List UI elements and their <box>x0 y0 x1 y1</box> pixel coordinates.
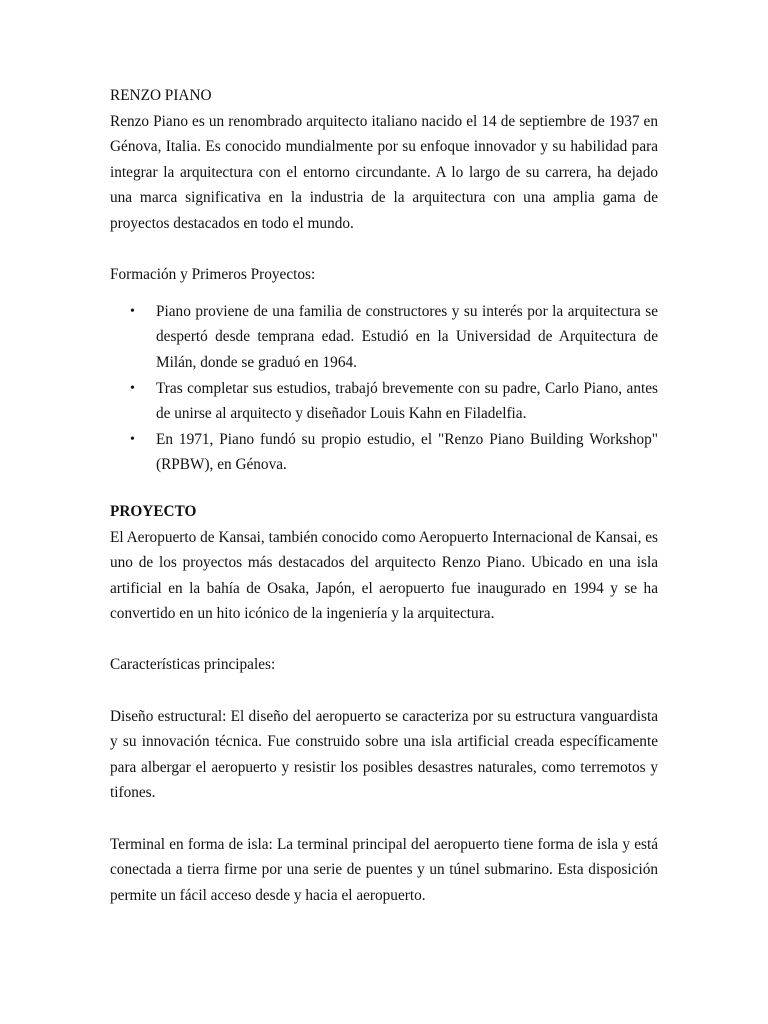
list-item-text: Tras completar sus estudios, trabajó brevemente con su padre, Carlo Piano, antes de unirse al arquitecto y diseñador Louis Kahn en Filadelfia. <box>156 379 658 423</box>
bullet-icon: • <box>130 431 135 447</box>
list-item <box>110 427 658 478</box>
spacer <box>110 627 658 653</box>
proyecto-heading: PROYECTO <box>110 502 197 520</box>
formacion-heading: Formación y Primeros Proyectos: <box>110 266 316 284</box>
list-item <box>110 299 658 376</box>
caracteristicas-heading: Características principales: <box>110 656 276 674</box>
formacion-list <box>110 299 658 478</box>
spacer <box>110 478 658 499</box>
document-title: RENZO PIANO <box>110 87 212 104</box>
list-item-text: En 1971, Piano fundó su propio estudio, el "Renzo Piano Building Workshop" (RPBW), en Génova. <box>156 430 658 474</box>
spacer <box>110 237 658 263</box>
diseno-paragraph: Diseño estructural: El diseño del aeropuerto se caracteriza por su estructura vanguardista y su innovación técnica. Fue construido sobre una isla artificial creada específicamente para albergar el aeropuerto y resistir los posibles desastres naturales, como terremotos y tifones. <box>110 707 658 802</box>
document-page <box>110 83 658 908</box>
intro-paragraph: Renzo Piano es un renombrado arquitecto italiano nacido el 14 de septiembre de 1937 en Génova, Italia. Es conocido mundialmente por su enfoque innovador y su habilidad para integrar la arquitectura con el entorno circundante. A lo largo de su carrera, ha dejado una marca significativa en la industria de la arquitectura con una amplia gama de proyectos destacados en todo el mundo. <box>110 112 658 232</box>
bullet-icon: • <box>130 303 135 319</box>
list-item <box>110 376 658 427</box>
bullet-icon: • <box>130 380 135 396</box>
proyecto-paragraph: El Aeropuerto de Kansai, también conocido como Aeropuerto Internacional de Kansai, es uno de los proyectos más destacados del arquitecto Renzo Piano. Ubicado en una isla artificial en la bahía de Osaka, Japón, el aeropuerto fue inaugurado en 1994 y se ha convertido en un hito icónico de la ingeniería y la arquitectura. <box>110 528 658 623</box>
spacer <box>110 806 658 832</box>
spacer <box>110 678 658 704</box>
list-item-text: Piano proviene de una familia de constructores y su interés por la arquitectura se despertó desde temprana edad. Estudió en la Universidad de Arquitectura de Milán, donde se graduó en 1964. <box>156 302 658 371</box>
terminal-paragraph: Terminal en forma de isla: La terminal principal del aeropuerto tiene forma de isla y está conectada a tierra firme por una serie de puentes y un túnel submarino. Esta disposición permite un fácil acceso desde y hacia el aeropuerto. <box>110 835 658 904</box>
